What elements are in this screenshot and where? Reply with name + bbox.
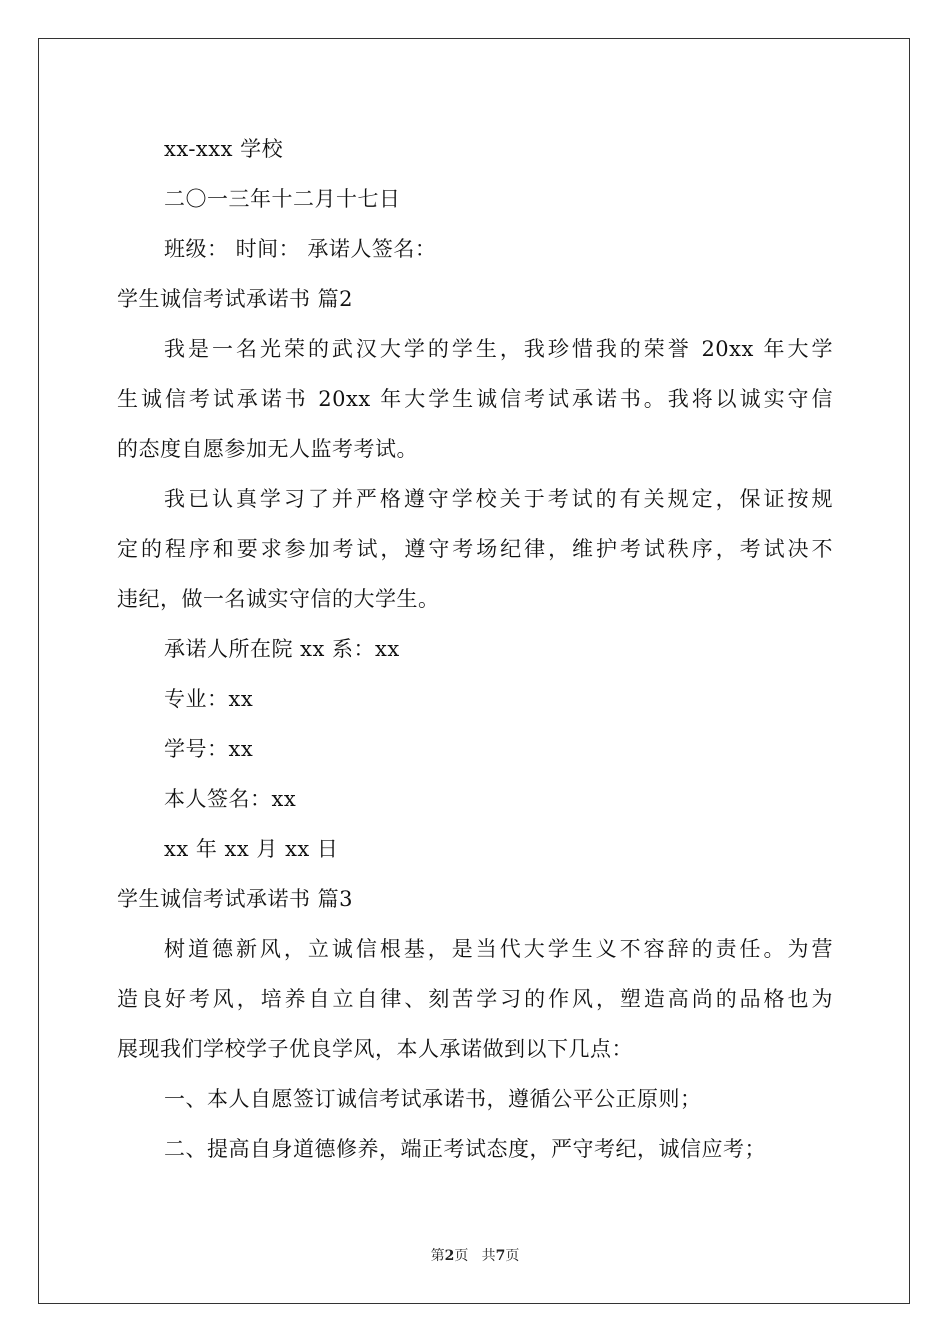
page-total: 7 bbox=[495, 1248, 506, 1264]
page-current: 2 bbox=[444, 1248, 455, 1264]
paragraph-line: 违纪，做一名诚实守信的大学生。 bbox=[117, 587, 440, 611]
signed-date-line: xx 年 xx 月 xx 日 bbox=[164, 837, 339, 861]
school-line: xx-xxx 学校 bbox=[164, 137, 284, 161]
paragraph-line: 我已认真学习了并严格遵守学校关于考试的有关规定，保证按规 bbox=[164, 487, 833, 511]
paragraph-line: 生诚信考试承诺书 20xx 年大学生诚信考试承诺书。我将以诚实守信 bbox=[117, 387, 833, 411]
paragraph-line: 我是一名光荣的武汉大学的学生，我珍惜我的荣誉 20xx 年大学 bbox=[164, 337, 833, 361]
signature-fields-line: 班级： 时间： 承诺人签名： bbox=[164, 237, 437, 261]
total-prefix: 共 bbox=[481, 1248, 496, 1264]
commitment-item-1: 一、本人自愿签订诚信考试承诺书，遵循公平公正原则； bbox=[164, 1087, 702, 1111]
date-line: 二〇一三年十二月十七日 bbox=[164, 187, 401, 211]
total-suffix: 页 bbox=[505, 1248, 520, 1264]
section-heading-3: 学生诚信考试承诺书 篇3 bbox=[117, 887, 354, 911]
paragraph-line: 定的程序和要求参加考试，遵守考场纪律，维护考试秩序，考试决不 bbox=[117, 537, 833, 561]
paragraph-line: 树道德新风，立诚信根基，是当代大学生义不容辞的责任。为营 bbox=[164, 937, 833, 961]
paragraph-line: 造良好考风，培养自立自律、刻苦学习的作风，塑造高尚的品格也为 bbox=[117, 987, 833, 1011]
student-id-line: 学号：xx bbox=[164, 737, 254, 761]
commitment-item-2: 二、提高自身道德修养，端正考试态度，严守考纪，诚信应考； bbox=[164, 1137, 766, 1161]
paragraph-line: 的态度自愿参加无人监考考试。 bbox=[117, 437, 418, 461]
signature-line: 本人签名：xx bbox=[164, 787, 297, 811]
page-border bbox=[38, 38, 910, 1304]
page-suffix: 页 bbox=[454, 1248, 469, 1264]
paragraph-line: 展现我们学校学子优良学风，本人承诺做到以下几点： bbox=[117, 1037, 633, 1061]
department-line: 承诺人所在院 xx 系：xx bbox=[164, 637, 400, 661]
page-footer bbox=[0, 1245, 950, 1265]
page-prefix: 第 bbox=[430, 1248, 445, 1264]
section-heading-2: 学生诚信考试承诺书 篇2 bbox=[117, 287, 354, 311]
major-line: 专业：xx bbox=[164, 687, 254, 711]
